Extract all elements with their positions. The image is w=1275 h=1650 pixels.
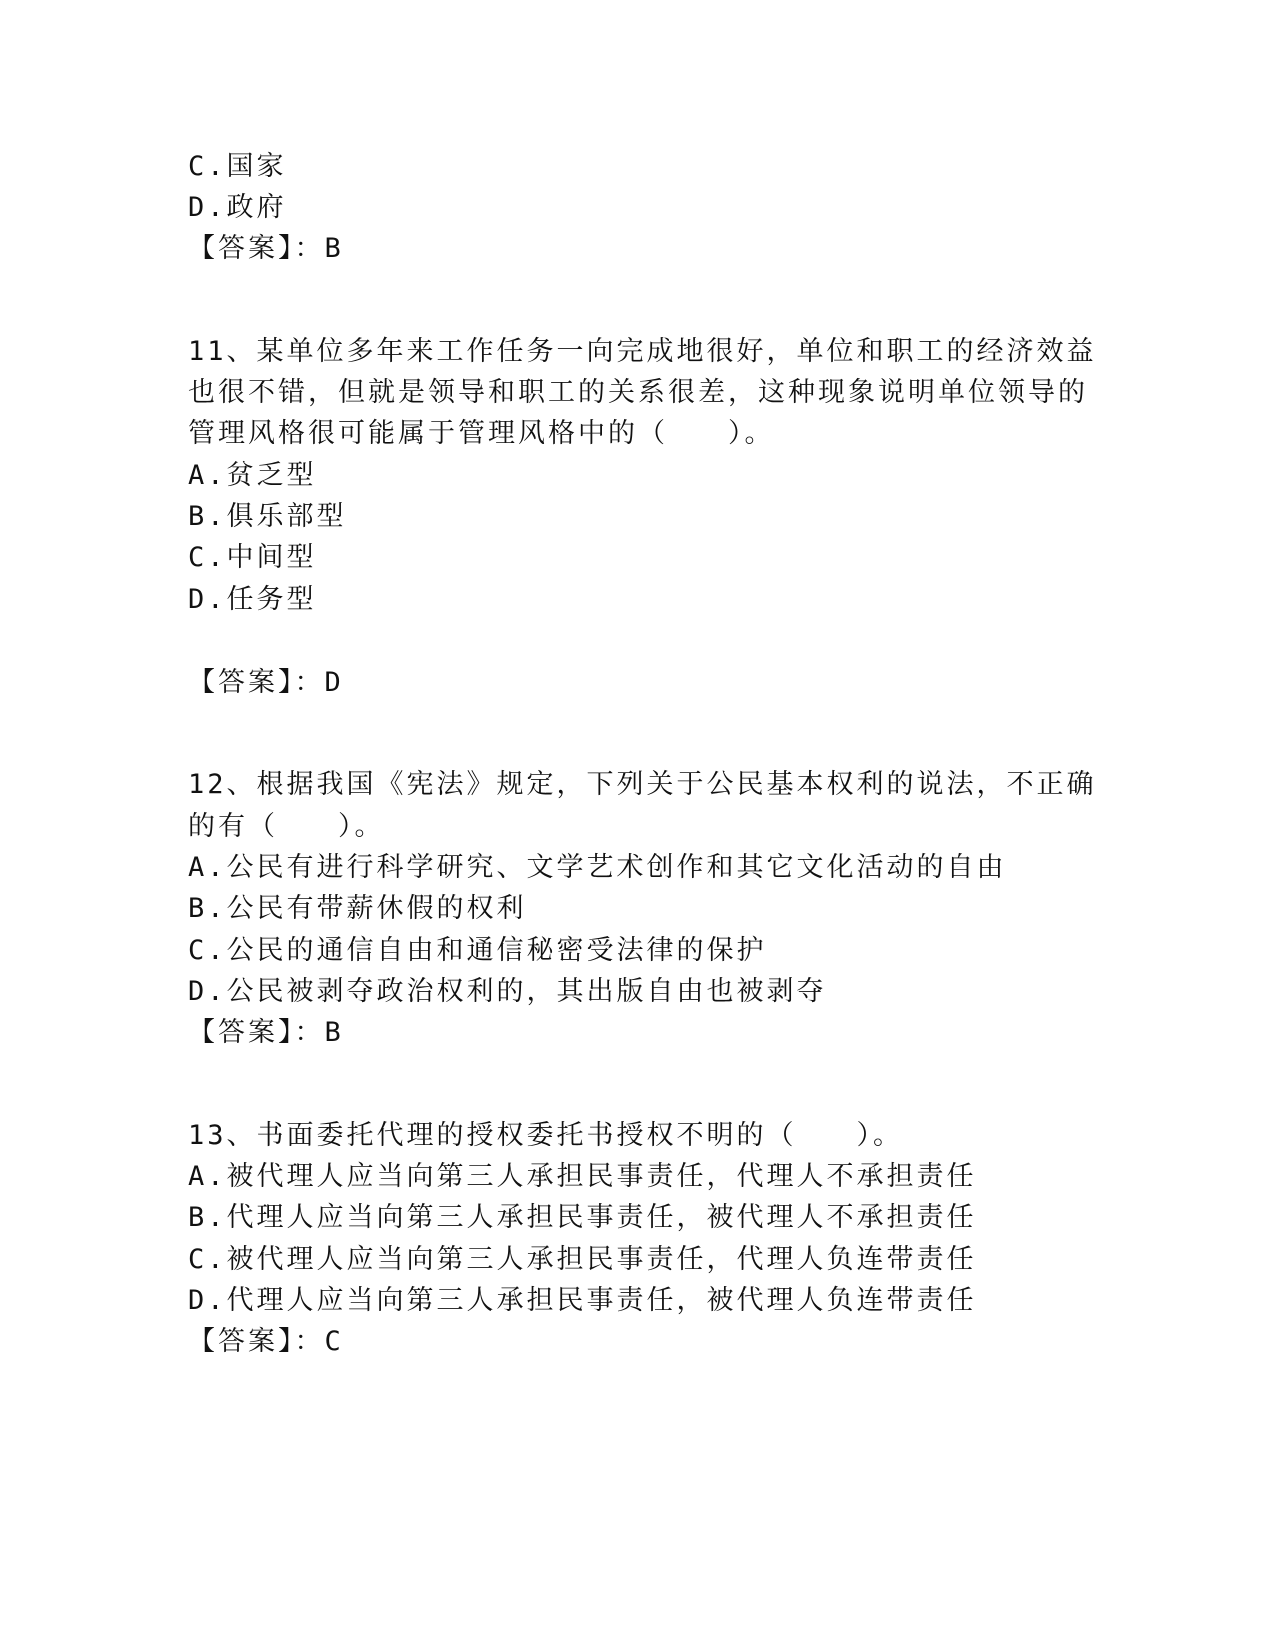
- q13-option-a: A.被代理人应当向第三人承担民事责任，代理人不承担责任: [188, 1161, 977, 1192]
- prev-answer: 【答案】：B: [188, 233, 344, 264]
- q11-option-c: C.中间型: [188, 542, 317, 573]
- q12-option-c: C.公民的通信自由和通信秘密受法律的保护: [188, 935, 767, 966]
- q12-option-d: D.公民被剥夺政治权利的，其出版自由也被剥夺: [188, 976, 827, 1007]
- q12-option-a: A.公民有进行科学研究、文学艺术创作和其它文化活动的自由: [188, 852, 1007, 883]
- q12-stem-line-1: 12、根据我国《宪法》规定，下列关于公民基本权利的说法，不正确: [188, 769, 1097, 800]
- q13-option-b: B.代理人应当向第三人承担民事责任，被代理人不承担责任: [188, 1202, 977, 1233]
- q13-answer: 【答案】：C: [188, 1326, 344, 1357]
- q11-option-b: B.俱乐部型: [188, 501, 347, 532]
- q11-stem-line-2: 也很不错，但就是领导和职工的关系很差，这种现象说明单位领导的: [188, 377, 1088, 408]
- q13-stem-line-1: 13、书面委托代理的授权委托书授权不明的（ ）。: [188, 1120, 904, 1151]
- q12-stem-line-2: 的有（ ）。: [188, 811, 385, 842]
- q11-option-a: A.贫乏型: [188, 460, 317, 491]
- q13-option-c: C.被代理人应当向第三人承担民事责任，代理人负连带责任: [188, 1244, 977, 1275]
- q12-option-b: B.公民有带薪休假的权利: [188, 893, 527, 924]
- prev-option-d: D.政府: [188, 192, 287, 223]
- q12-answer: 【答案】：B: [188, 1017, 344, 1048]
- prev-option-c: C.国家: [188, 151, 287, 182]
- q13-option-d: D.代理人应当向第三人承担民事责任，被代理人负连带责任: [188, 1285, 977, 1316]
- q11-option-d: D.任务型: [188, 584, 317, 615]
- q11-stem-line-3: 管理风格很可能属于管理风格中的（ ）。: [188, 418, 775, 449]
- q11-stem-line-1: 11、某单位多年来工作任务一向完成地很好，单位和职工的经济效益: [188, 336, 1097, 367]
- q11-answer: 【答案】：D: [188, 667, 344, 698]
